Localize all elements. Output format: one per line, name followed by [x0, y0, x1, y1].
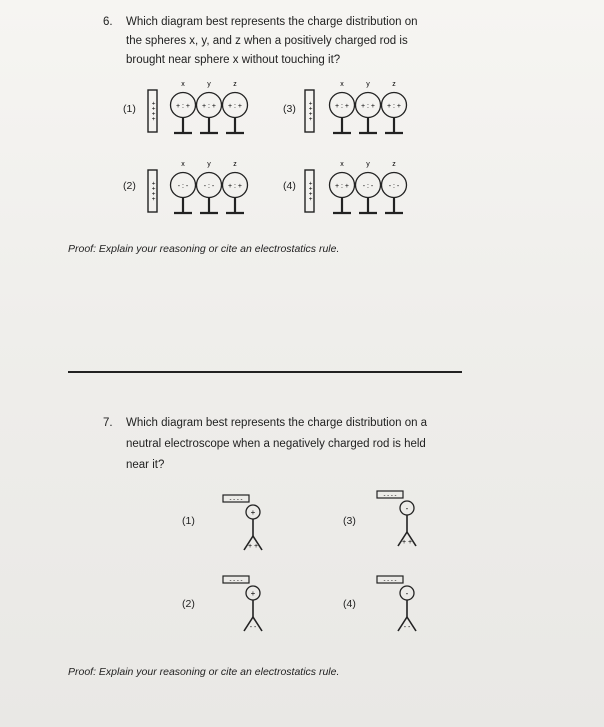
sphere-letter-z: z — [392, 81, 396, 88]
knob-charges: - — [405, 504, 409, 513]
insulating-stands — [333, 198, 403, 213]
q6-diagram-4-label: (4) — [283, 180, 296, 192]
sphere-letter-y: y — [207, 81, 211, 88]
sphere-letter-x: x — [181, 81, 185, 88]
sphere-letter-y: y — [207, 161, 211, 168]
q6-text-line-3: brought near sphere x without touching it? — [126, 54, 341, 66]
sphere-z-charges: + : + — [227, 103, 243, 110]
q7-proof-prompt: Proof: Explain your reasoning or cite an electrostatics rule. — [68, 666, 340, 678]
q6-diagram-2 — [145, 158, 275, 220]
sphere-x-charges: - : - — [177, 183, 189, 190]
leaf-charges: - - — [249, 624, 257, 631]
q7-diagram-1 — [220, 491, 280, 557]
leaf-charges: + + — [247, 543, 259, 550]
q7-number: 7. — [103, 417, 113, 429]
q6-text-line-1: Which diagram best represents the charge distribution on — [126, 16, 418, 28]
q7-diagram-2-label: (2) — [182, 598, 195, 610]
knob-charges: + — [250, 508, 256, 517]
q6-diagram-2-label: (2) — [123, 180, 136, 192]
sphere-letter-x: x — [340, 81, 344, 88]
sphere-y-charges: - : - — [203, 183, 215, 190]
q6-diagram-1 — [145, 78, 275, 140]
sphere-letter-x: x — [181, 161, 185, 168]
q7-text-line-2: neutral electroscope when a negatively charged rod is held — [126, 438, 426, 450]
rod-charges: - - - - — [229, 497, 243, 503]
q7-diagram-2 — [220, 572, 280, 638]
section-divider — [68, 371, 462, 373]
q6-diagram-3-label: (3) — [283, 103, 296, 115]
sphere-letter-y: y — [366, 81, 370, 88]
knob-charges: + — [250, 589, 256, 598]
sphere-z-charges: - : - — [388, 183, 400, 190]
sphere-y-charges: + : + — [360, 103, 376, 110]
insulating-stands — [174, 198, 244, 213]
q6-diagram-4 — [302, 158, 432, 220]
insulating-stands — [333, 118, 403, 133]
rod-charges: + + + + — [149, 181, 156, 201]
q7-text-line-3: near it? — [126, 459, 165, 471]
sphere-y-charges: + : + — [201, 103, 217, 110]
sphere-letter-z: z — [392, 161, 396, 168]
sphere-x-charges: + : + — [175, 103, 191, 110]
q7-diagram-3-label: (3) — [343, 515, 356, 527]
sphere-x-charges: + : + — [334, 183, 350, 190]
sphere-letter-x: x — [340, 161, 344, 168]
q6-diagram-1-label: (1) — [123, 103, 136, 115]
knob-charges: - — [405, 589, 409, 598]
sphere-letter-z: z — [233, 161, 237, 168]
rod-charges: - - - - — [383, 493, 397, 499]
q6-proof-prompt: Proof: Explain your reasoning or cite an electrostatics rule. — [68, 243, 340, 255]
leaf-charges: - - — [403, 624, 411, 631]
q6-diagram-3 — [302, 78, 432, 140]
sphere-z-charges: + : + — [227, 183, 243, 190]
q7-text-line-1: Which diagram best represents the charge distribution on a — [126, 417, 428, 429]
sphere-letter-z: z — [233, 81, 237, 88]
q7-diagram-3 — [374, 487, 434, 553]
insulating-stands — [174, 118, 244, 133]
rod-charges: - - - - — [383, 578, 397, 584]
sphere-z-charges: + : + — [386, 103, 402, 110]
q7-diagram-1-label: (1) — [182, 515, 195, 527]
rod-charges: - - - - — [229, 578, 243, 584]
sphere-x-charges: + : + — [334, 103, 350, 110]
q7-diagram-4 — [374, 572, 434, 638]
rod-charges: + + + + — [149, 101, 156, 121]
rod-charges: + + + + — [306, 181, 313, 201]
rod-charges: + + + + — [306, 101, 313, 121]
sphere-letter-y: y — [366, 161, 370, 168]
q7-diagram-4-label: (4) — [343, 598, 356, 610]
leaf-charges: + + — [401, 539, 413, 546]
q6-text-line-2: the spheres x, y, and z when a positively charged rod is — [126, 35, 408, 47]
q6-number: 6. — [103, 16, 113, 28]
sphere-y-charges: - : - — [362, 183, 374, 190]
